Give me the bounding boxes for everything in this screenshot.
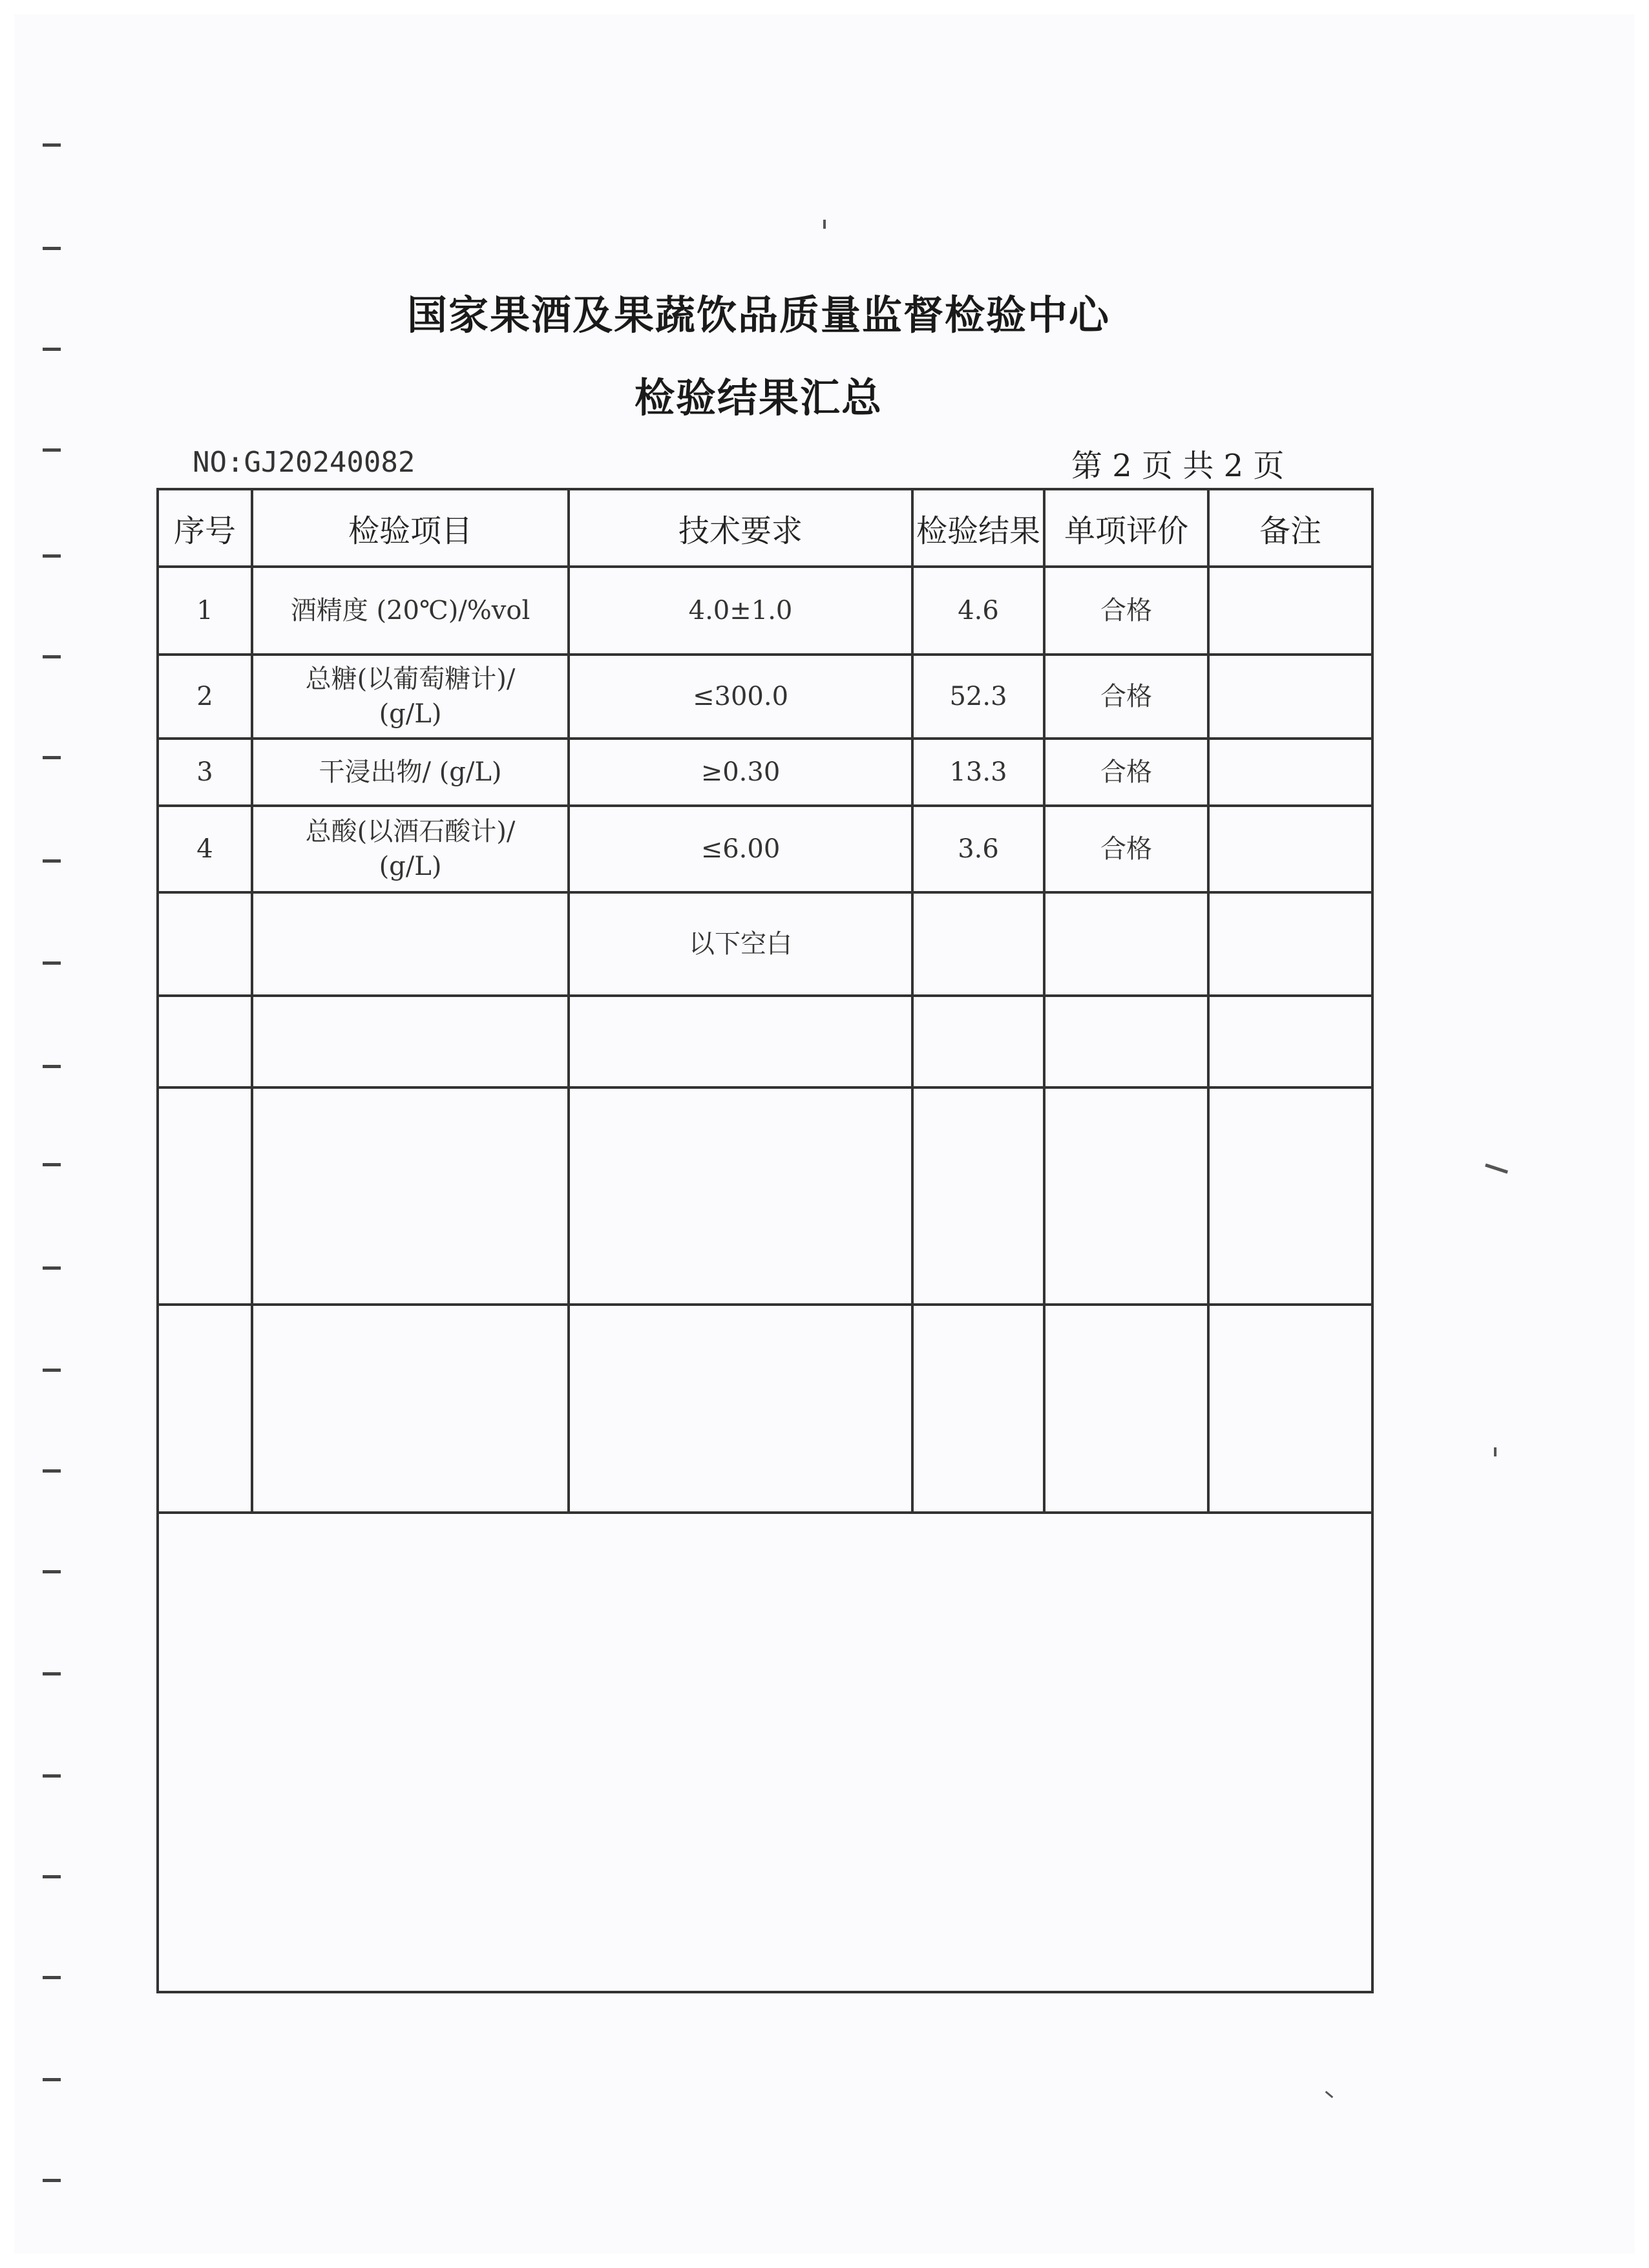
binding-mark [43,1163,61,1166]
cell-no: 3 [158,739,252,806]
cell-empty [158,996,252,1087]
header-requirement: 技术要求 [569,489,912,567]
binding-mark [43,1672,61,1675]
cell-empty [1208,892,1372,996]
cell-empty [1208,996,1372,1087]
table-row [158,567,1372,655]
cell-requirement: ≤6.00 [569,806,912,892]
table-row-empty [158,1087,1372,1305]
cell-empty [1044,892,1208,996]
cell-item-line: (g/L) [379,699,442,729]
document-number-label: NO: [193,446,244,479]
document-number [193,446,415,479]
cell-empty [158,1305,252,1513]
cell-empty [1044,996,1208,1087]
binding-mark [43,1875,61,1878]
cell-item-line: 总糖(以葡萄糖计)/ [305,664,516,694]
scan-speck [1494,1447,1497,1456]
cell-empty [569,1305,912,1513]
cell-item-line: 干浸出物/ (g/L) [319,757,502,787]
cell-no: 2 [158,655,252,739]
cell-item [252,567,569,655]
cell-no: 1 [158,567,252,655]
cell-requirement: ≤300.0 [569,655,912,739]
cell-empty [1044,1305,1208,1513]
binding-mark [43,448,61,452]
cell-empty [1044,1087,1208,1305]
table-header-row [158,489,1372,567]
cell-empty [912,1087,1044,1305]
cell-empty [158,1087,252,1305]
cell-no: 4 [158,806,252,892]
cell-empty [912,892,1044,996]
cell-empty [1208,1305,1372,1513]
header-result: 检验结果 [912,489,1044,567]
binding-mark [43,1570,61,1573]
table-row-empty [158,1305,1372,1513]
cell-item-line: (g/L) [379,852,442,881]
cell-item [252,655,569,739]
cell-empty [252,1305,569,1513]
cell-empty [252,1087,569,1305]
cell-empty [569,996,912,1087]
cell-requirement: 4.0±1.0 [569,567,912,655]
document-subtitle: 检验结果汇总 [634,374,883,421]
header-evaluation: 单项评价 [1044,489,1208,567]
cell-result: 52.3 [912,655,1044,739]
document-number-value: GJ20240082 [244,446,415,479]
table-row [158,739,1372,806]
cell-item [252,739,569,806]
cell-empty [252,996,569,1087]
scan-speck [823,220,826,229]
cell-evaluation: 合格 [1044,655,1208,739]
cell-requirement: ≥0.30 [569,739,912,806]
cell-remark [1208,655,1372,739]
header-item: 检验项目 [252,489,569,567]
binding-mark [43,247,61,250]
binding-mark [43,554,61,558]
binding-mark [43,1469,61,1473]
binding-mark [43,1065,61,1068]
cell-empty [912,996,1044,1087]
binding-mark [43,1369,61,1372]
table-row [158,806,1372,892]
binding-mark [43,1266,61,1270]
cell-empty [569,1087,912,1305]
binding-mark [43,859,61,863]
cell-item-line: 总酸(以酒石酸计)/ [305,817,516,846]
binding-mark [43,348,61,351]
cell-evaluation: 合格 [1044,739,1208,806]
cell-result: 13.3 [912,739,1044,806]
binding-mark [43,2179,61,2182]
cell-empty [1208,1087,1372,1305]
binding-mark [43,1976,61,1979]
page-info: 第 2 页 共 2 页 [1071,448,1285,484]
cell-evaluation: 合格 [1044,567,1208,655]
cell-evaluation: 合格 [1044,806,1208,892]
cell-empty [158,892,252,996]
cell-result: 3.6 [912,806,1044,892]
binding-mark [43,1774,61,1778]
binding-mark [43,2078,61,2081]
cell-empty [158,1513,1372,1992]
cell-result: 4.6 [912,567,1044,655]
binding-mark [43,143,61,147]
cell-remark [1208,739,1372,806]
table-footer-area [158,1513,1372,1992]
table-row-empty [158,996,1372,1087]
binding-mark [43,756,61,759]
cell-item [252,806,569,892]
cell-empty [912,1305,1044,1513]
cell-item-line: 酒精度 (20℃)/%vol [290,596,530,625]
cell-remark [1208,806,1372,892]
results-table [156,488,1374,1993]
header-no: 序号 [158,489,252,567]
blank-note: 以下空白 [569,892,912,996]
header-remark: 备注 [1208,489,1372,567]
cell-remark [1208,567,1372,655]
binding-mark [43,655,61,658]
table-row-blank-note [158,892,1372,996]
table-row [158,655,1372,739]
binding-mark [43,961,61,965]
cell-empty [252,892,569,996]
document-title: 国家果酒及果蔬饮品质量监督检验中心 [406,291,1110,339]
